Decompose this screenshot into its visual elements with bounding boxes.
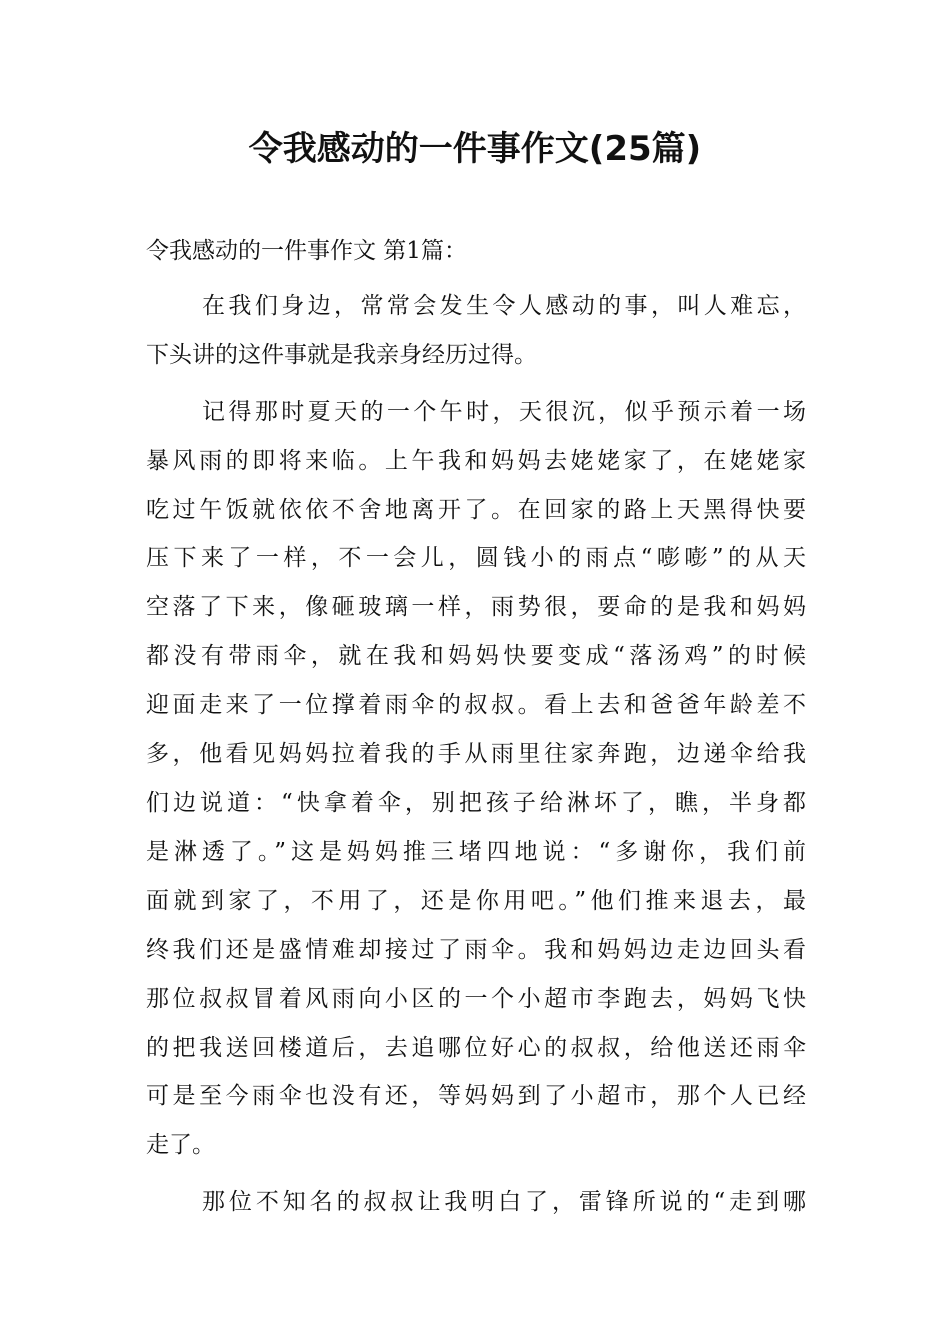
paragraph-line: 迎面走来了一位撑着雨伞的叔叔。看上去和爸爸年龄差不 (146, 692, 806, 719)
paragraph-line: 都没有带雨伞，就在我和妈妈快要变成“落汤鸡”的时候 (146, 643, 806, 670)
paragraph-line: 吃过午饭就依依不舍地离开了。在回家的路上天黑得快要 (146, 496, 806, 523)
paragraph-line: 那位不知名的叔叔让我明白了，雷锋所说的“走到哪 (202, 1189, 806, 1216)
paragraph-line: 那位叔叔冒着风雨向小区的一个小超市李跑去，妈妈飞快 (146, 985, 806, 1012)
paragraph-line: 下头讲的这件事就是我亲身经历过得。 (146, 341, 537, 368)
paragraph-line: 面就到家了，不用了，还是你用吧。”他们推来退去，最 (146, 887, 806, 914)
paragraph-line: 们边说道：“快拿着伞，别把孩子给淋坏了，瞧，半身都 (146, 789, 806, 816)
paragraph-line: 空落了下来，像砸玻璃一样，雨势很，要命的是我和妈妈 (146, 594, 806, 621)
paragraph-line: 暴风雨的即将来临。上午我和妈妈去姥姥家了，在姥姥家 (146, 447, 806, 474)
paragraph-line: 可是至今雨伞也没有还，等妈妈到了小超市，那个人已经 (146, 1083, 806, 1110)
paragraph-line: 走了。 (146, 1132, 215, 1159)
paragraph-2 (146, 388, 806, 1171)
document-title: 令我感动的一件事作文(25篇) (248, 129, 702, 169)
document-body (146, 227, 806, 1235)
paragraph-line: 的把我送回楼道后，去追哪位好心的叔叔，给他送还雨伞 (146, 1034, 806, 1061)
section-heading: 令我感动的一件事作文 第1篇： (146, 238, 467, 264)
paragraph-3 (146, 1178, 806, 1227)
paragraph-line: 记得那时夏天的一个午时，天很沉，似乎预示着一场 (202, 398, 806, 425)
paragraph-line: 终我们还是盛情难却接过了雨伞。我和妈妈边走边回头看 (146, 936, 806, 963)
paragraph-line: 是淋透了。”这是妈妈推三堵四地说：“多谢你，我们前 (146, 838, 806, 865)
paragraph-line: 在我们身边，常常会发生令人感动的事，叫人难忘， (202, 292, 806, 319)
paragraph-line: 多，他看见妈妈拉着我的手从雨里往家奔跑，边递伞给我 (146, 741, 806, 768)
paragraph-line: 压下来了一样，不一会儿，圆钱小的雨点“嘭嘭”的从天 (146, 545, 806, 572)
paragraph-1 (146, 282, 806, 380)
